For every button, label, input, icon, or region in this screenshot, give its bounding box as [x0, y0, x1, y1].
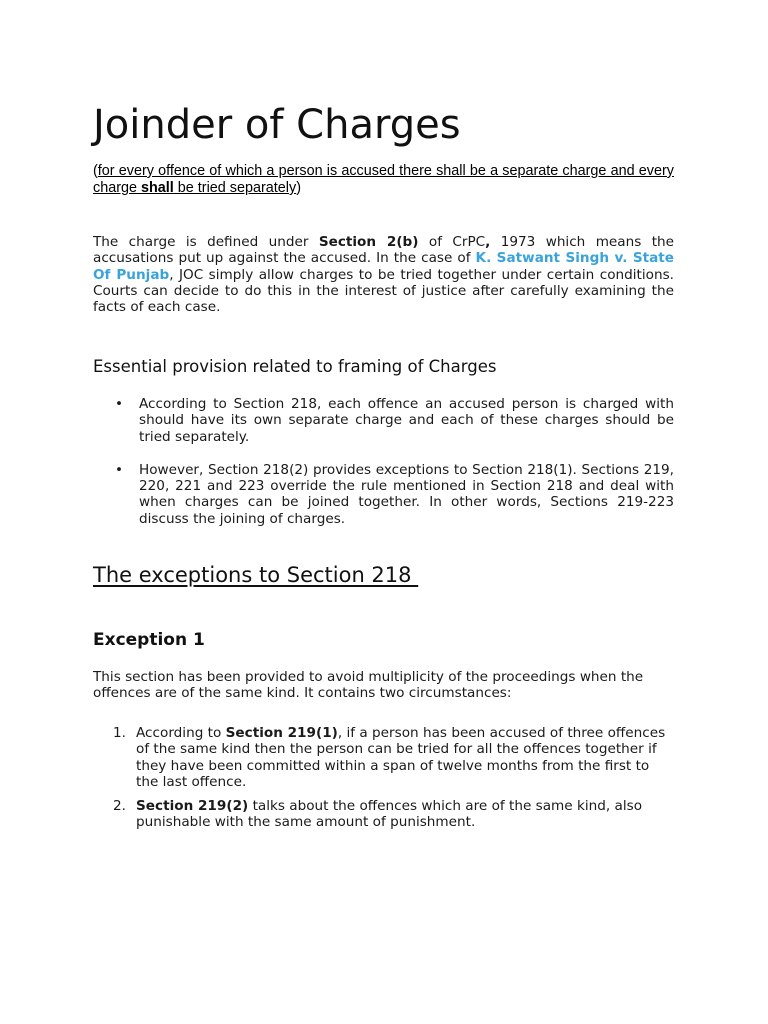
intro-text-1: The charge is defined under	[93, 234, 319, 250]
list-item	[93, 462, 674, 527]
page-title: Joinder of Charges	[93, 102, 461, 148]
item-text-pre: According to	[136, 725, 226, 741]
subtitle-text-a: for every offence of which a person is accused there shall be a separate charge and every charge	[93, 163, 674, 196]
bullet-text: According to Section 218, each offence an accused person is charged with should have its own separate charge and each of these charges should be tried separately.	[139, 396, 674, 445]
subtitle-open-paren: (	[93, 163, 98, 179]
bullet-marker: •	[115, 461, 124, 478]
exception-1-heading: Exception 1	[93, 630, 205, 650]
exception-1-list	[93, 725, 674, 831]
list-item	[93, 725, 674, 790]
bullet-text: However, Section 218(2) provides exceptions to Section 218(1). Sections 219, 220, 221 and 223 override the rule mentioned in Section 218 and deal with when charges can be joined together. In other words, Sections 219-223 discuss the joining of charges.	[139, 461, 674, 527]
subtitle-close-paren: )	[296, 180, 301, 196]
item-section-ref: Section 219(1)	[225, 725, 338, 741]
item-section-ref: Section 219(2)	[136, 798, 249, 815]
essential-heading: Essential provision related to framing of Charges	[93, 357, 497, 376]
intro-text-4: , JOC simply allow charges to be tried together under certain conditions. Courts can decide to do this in the interest of justice after carefully examining the facts of each case.	[93, 266, 674, 316]
essential-bullet-list	[93, 396, 674, 527]
item-text-post: talks about the offences which are of the same kind, also punishable with the same amount of punishment.	[136, 798, 643, 831]
case-link[interactable]: K. Satwant Singh v. State Of Punjab	[93, 250, 674, 283]
intro-paragraph	[93, 234, 674, 315]
subtitle-underlined	[93, 163, 674, 196]
intro-text-2: of CrPC	[418, 234, 486, 250]
subtitle-bold-word: shall	[141, 180, 174, 196]
list-item	[93, 396, 674, 445]
list-number: 2.	[113, 798, 126, 815]
intro-text-3: 1973 which means the accusations put up against the accused. In the case of	[93, 234, 675, 267]
intro-comma: ,	[485, 234, 491, 250]
bullet-marker: •	[115, 396, 124, 412]
item-text-post: , if a person has been accused of three offences of the same kind then the person can be tried for all the offences together if they have been committed within a span of twelve months from the first to the last offence.	[136, 725, 666, 790]
intro-section-ref: Section 2(b)	[318, 234, 419, 250]
exceptions-heading: The exceptions to Section 218	[93, 563, 419, 587]
subtitle-text-b: be tried separately	[173, 180, 297, 196]
exception-1-intro: This section has been provided to avoid multiplicity of the proceedings when the offences are of the same kind. It contains two circumstances:	[93, 669, 644, 702]
list-number: 1.	[113, 725, 126, 741]
subtitle-note	[93, 163, 674, 197]
list-item	[93, 798, 674, 831]
